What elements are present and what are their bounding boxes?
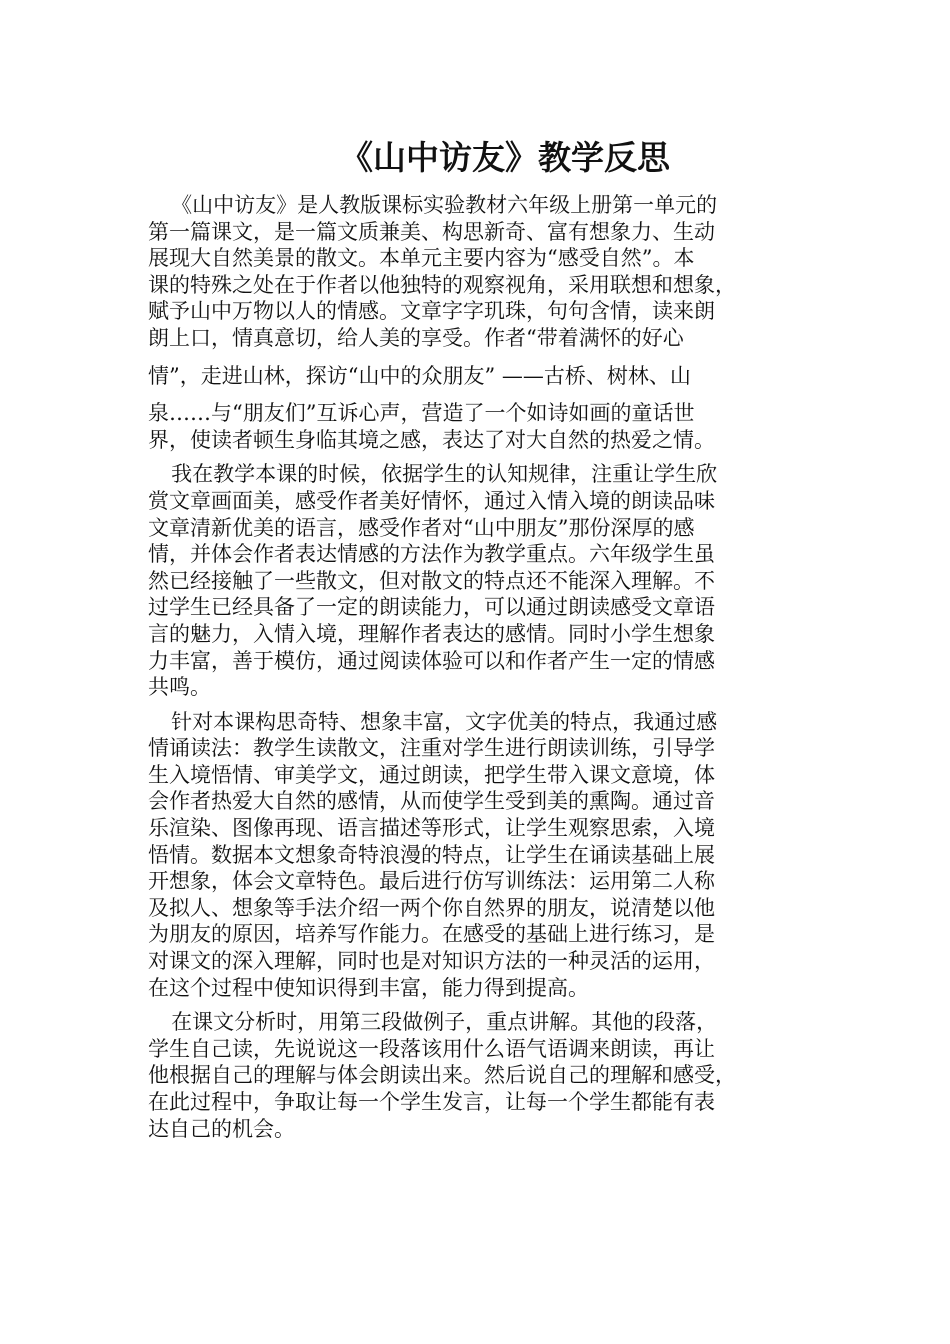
text-line: 生入境悟情、审美学文，通过朗读，把学生带入课文意境，体 xyxy=(148,762,715,787)
text-line: 力丰富，善于模仿，通过阅读体验可以和作者产生一定的情感 xyxy=(148,648,715,673)
text-line: 共鸣。 xyxy=(148,675,211,700)
text-line: 在这个过程中使知识得到丰富，能力得到提高。 xyxy=(148,975,589,1000)
text-line: 文章清新优美的语言，感受作者对“山中朋友”那份深厚的感 xyxy=(148,515,695,540)
line-gap xyxy=(148,389,802,400)
text-line: 在此过程中，争取让每一个学生发言，让每一个学生都能有表 xyxy=(148,1090,715,1114)
text-line: 界，使读者顿生身临其境之感，表达了对大自然的热爱之情。 xyxy=(148,427,715,452)
text-line: 为朋友的原因，培养写作能力。在感受的基础上进行练习，是 xyxy=(148,922,715,947)
text-line: 言的魅力，入情入境，理解作者表达的感情。同时小学生想象 xyxy=(148,621,715,646)
text-line: 在课文分析时，用第三段做例子，重点讲解。其他的段落， xyxy=(171,1010,718,1035)
text-line: 情诵读法：教学生读散文，注重对学生进行朗读训练，引导学 xyxy=(148,736,715,761)
text-line: 情，并体会作者表达情感的方法作为教学重点。六年级学生虽 xyxy=(148,542,715,567)
text-line: 赏文章画面美，感受作者美好情怀，通过入情入境的朗读品味 xyxy=(148,488,715,513)
text-line: 第一篇课文，是一篇文质兼美、构思新奇、富有想象力、生动 xyxy=(148,219,715,244)
text-line: 乐渲染、图像再现、语言描述等形式，让学生观察思索，入境 xyxy=(148,816,715,841)
text-line: 《山中访友》是人教版课标实验教材六年级上册第一单元的 xyxy=(171,193,718,217)
text-line: 我在教学本课的时候，依据学生的认知规律，注重让学生欣 xyxy=(171,462,718,487)
text-line: 朗上口，情真意切，给人美的享受。作者“带着满怀的好心 xyxy=(148,325,684,350)
text-line: 赋予山中万物以人的情感。文章字字玑珠，句句含情，读来朗 xyxy=(148,299,715,324)
text-line: 学生自己读，先说说这一段落该用什么语气语调来朗读，再让 xyxy=(148,1036,715,1061)
text-line: 悟情。数据本文想象奇特浪漫的特点，让学生在诵读基础上展 xyxy=(148,842,715,867)
text-line: 及拟人、想象等手法介绍一两个你自然界的朋友，说清楚以他 xyxy=(148,895,715,920)
text-line: 泉……与“朋友们”互诉心声，营造了一个如诗如画的童话世 xyxy=(148,401,695,426)
text-line: 对课文的深入理解，同时也是对知识方法的一种灵活的运用， xyxy=(148,949,715,974)
text-line: 开想象，体会文章特色。最后进行仿写训练法：运用第二人称 xyxy=(148,869,715,894)
text-line: 过学生已经具备了一定的朗读能力，可以通过朗读感受文章语 xyxy=(148,595,715,620)
text-line: 展现大自然美景的散文。本单元主要内容为“感受自然”。本 xyxy=(148,246,695,271)
page-title: 《山中访友》教学反思 xyxy=(340,138,670,177)
text-line: 然已经接触了一些散文，但对散文的特点还不能深入理解。不 xyxy=(148,568,715,593)
paragraph-2 xyxy=(148,461,802,700)
paragraph-1 xyxy=(148,192,802,453)
paragraph-3 xyxy=(148,709,802,1002)
document-body xyxy=(148,192,802,1142)
text-line: 他根据自己的理解与体会朗读出来。然后说自己的理解和感受， xyxy=(148,1063,736,1088)
text-line: 情”，走进山林，探访“山中的众朋友” ——古桥、树林、山 xyxy=(148,363,691,388)
text-line: 达自己的机会。 xyxy=(148,1116,295,1141)
line-gap xyxy=(148,352,802,363)
paragraph-4 xyxy=(148,1009,802,1142)
text-line: 课的特殊之处在于作者以他独特的观察视角，采用联想和想象， xyxy=(148,272,736,297)
text-line: 会作者热爱大自然的感情，从而使学生受到美的熏陶。通过音 xyxy=(148,789,715,814)
text-line: 针对本课构思奇特、想象丰富，文字优美的特点，我通过感 xyxy=(171,709,718,734)
